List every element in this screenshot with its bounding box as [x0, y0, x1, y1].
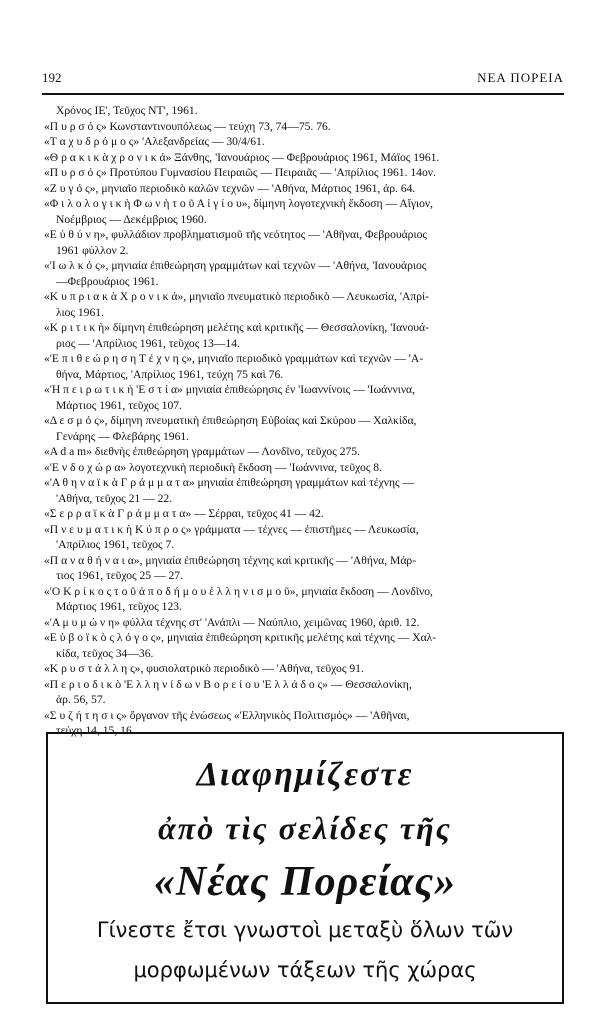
periodical-entry	[44, 615, 566, 631]
periodical-entry	[44, 258, 566, 289]
entry-continuation: Γενάρης — Φλεβάρης 1961.	[56, 429, 190, 443]
periodical-entry	[44, 677, 566, 708]
entry-continuation: ριος — 'Απρίλιος 1961, τεῦχος 13—14.	[56, 336, 240, 350]
entry-line: «Π υ ρ σ ό ς» Προτύπου Γυμνασίου Πειραιῶς — Πειραιᾶς — 'Απρίλιος 1961. 14ον.	[44, 166, 436, 179]
entry-continuation: Νοέμβριος — Δεκέμβριος 1960.	[56, 212, 207, 226]
page-header	[42, 70, 564, 90]
entry-continuation: τεύχη 14, 15, 16.	[56, 724, 135, 737]
entry-line: «Φ ι λ ο λ ο γ ι κ ὴ Φ ω ν ὴ τ ο ῦ Α ἰ γ ί ο υ», δίμηνη λογοτεχνικὴ ἔκδοση — Αἴγιον,	[44, 197, 434, 210]
entry-line: «Ε ὐ θ ύ ν η», φυλλάδιον προβληματισμοῦ τῆς νεότητος — 'Αθῆναι, Φεβρουάριος	[44, 228, 427, 241]
entry-line: «Κ ρ ι τ ι κ ὴ» δίμηνη ἐπιθεώρηση μελέτης καὶ κριτικῆς — Θεσσαλονίκη, 'Ιανουά-	[44, 321, 429, 334]
periodical-entry	[44, 444, 566, 460]
entry-line: «Π ε ρ ι ο δ ι κ ὸ 'Ε λ λ η ν ί δ ω ν Β ο ρ ε ί ο υ 'Ε λ λ ά δ ο ς» — Θεσσαλονίκη,	[44, 677, 412, 691]
entry-line: «Ε ὐ β ο ϊ κ ὸ ς λ ό γ ο ς», μηνιαία ἐπιθεώρηση κριτικῆς μελέτης καὶ τέχνης — Χαλ-	[44, 631, 437, 644]
periodicals-list	[44, 103, 566, 739]
entry-line: «'Η π ε ι ρ ω τ ι κ ὴ 'Ε σ τ ί α» μηνιαία ἐπιθεώρησις ἐν 'Ιωαννίνοις — 'Ιωάννινα,	[44, 383, 416, 396]
entry-line: «A d a m» διεθνὴς ἐπιθεώρηση γραμμάτων — Λονδῖνο, τεῦχος 275.	[44, 445, 361, 458]
periodical-entry	[44, 289, 566, 320]
periodical-entry	[44, 134, 566, 150]
ad-headline: Διαφημίζεστε	[196, 756, 414, 793]
ad-magazine-name: «Νέας Πορείας»	[153, 859, 457, 905]
entry-line: «Τ α χ υ δ ρ ό μ ο ς» 'Αλεξανδρείας — 30/4/61.	[44, 135, 265, 148]
entry-continuation: θήνα, Μάρτιος, 'Απρίλιος 1961, τεύχη 75 καὶ 76.	[56, 367, 284, 381]
entry-line: «Κ υ π ρ ι α κ ὰ Χ ρ ο ν ι κ ά», μηνιαῖο πνευματικὸ περιοδικὸ — Λευκωσία, 'Απρί-	[44, 290, 430, 303]
entry-continuation: 1961 φύλλον 2.	[56, 243, 129, 257]
entry-continuation: 'Απρίλιος 1961, τεῦχος 7.	[56, 538, 175, 551]
periodical-entry	[44, 522, 566, 553]
entry-line: «Π α ν α θ ή ν α ι α», μηνιαία ἐπιθεώρηση τέχνης καὶ κριτικῆς — 'Αθήνα, Μάρ-	[44, 553, 417, 567]
entry-line: Χρόνος ΙΕ', Τεῦχος ΝΤ', 1961.	[56, 104, 198, 117]
periodical-entry	[44, 506, 566, 522]
periodical-entry	[44, 584, 566, 615]
periodical-entry	[44, 630, 566, 661]
entry-line: «'Α θ η ν α ϊ κ ὰ Γ ρ ά μ μ α τ α» μηνιαία ἐπιθεώρηση γραμμάτων καὶ τέχνης —	[44, 476, 415, 489]
entry-continuation: 'Αθήνα, τεῦχος 21 — 22.	[56, 491, 173, 505]
entry-line: «Π υ ρ σ ό ς» Κωνσταντινουπόλεως — τεύχη 73, 74—75. 76.	[44, 119, 331, 133]
entry-continuation: Μάρτιος 1961, τεῦχος 107.	[56, 398, 182, 412]
entry-line: «Σ υ ζ ή τ η σ ι ς» ὄργανον τῆς ἑνώσεως «'Ελληνικὸς Πολιτισμός» — 'Αθῆναι,	[44, 708, 410, 722]
entry-line: «Θ ρ α κ ι κ ὰ χ ρ ο ν ι κ ά» Ξάνθης, 'Ιανουάριος — Φεβρουάριος 1961, Μάϊος 1961.	[44, 150, 440, 164]
entry-line: «Κ ρ υ σ τ ά λ λ η ς», φυσιολατρικὸ περιοδικὸ — 'Αθήνα, τεῦχος 91.	[44, 662, 364, 675]
periodical-entry	[44, 196, 566, 227]
ad-text-line-2: μορφωμένων τάξεων τῆς χώρας	[133, 958, 477, 982]
periodical-entry	[44, 382, 566, 413]
periodical-entry	[44, 227, 566, 258]
periodical-entry	[44, 460, 566, 476]
entry-line: «Δ ε σ μ ό ς», δίμηνη πνευματικὴ ἐπιθεώρηση Εὐβοίας καὶ Σκύρου — Χαλκίδα,	[44, 414, 417, 427]
periodical-entry	[44, 475, 566, 506]
header-rule	[42, 93, 564, 95]
entry-line: «'Ι ω λ κ ό ς», μηνιαία ἐπιθεώρηση γραμμάτων καὶ τεχνῶν — 'Αθήνα, 'Ιανουάριος	[44, 259, 427, 272]
running-title: ΝΕΑ ΠΟΡΕΙΑ	[477, 70, 564, 85]
entry-line: «Σ ε ρ ρ α ϊ κ ὰ Γ ρ ά μ μ α τ α» — Σέρραι, τεῦχος 41 — 42.	[44, 507, 324, 520]
entry-line: «Ζ υ γ ό ς», μηνιαῖο περιοδικὸ καλῶν τεχνῶν — 'Αθήνα, Μάρτιος 1961, ἀρ. 64.	[44, 181, 416, 195]
page-number: 192	[42, 70, 62, 85]
ad-text-line-1: Γίνεστε ἔτσι γνωστοὶ μεταξὺ ὅλων τῶν	[96, 918, 514, 942]
entry-continuation: Μάρτιος 1961, τεῦχος 123.	[56, 600, 182, 613]
periodical-entry	[44, 553, 566, 584]
entry-line: «'Ε ν δ ο χ ώ ρ α» λογοτεχνικὴ περιοδικὴ ἔκδοση — 'Ιωάννινα, τεῦχος 8.	[44, 460, 383, 474]
periodical-entry	[44, 320, 566, 351]
entry-continuation: τιος 1961, τεῦχος 25 — 27.	[56, 569, 183, 582]
entry-line: «'Α μ υ μ ώ ν η» φύλλα τέχνης στ' 'Ανάπλι — Ναύπλιο, χειμῶνας 1960, ἀριθ. 12.	[44, 615, 420, 629]
advertisement-box	[46, 732, 564, 1004]
periodical-entry	[44, 181, 566, 197]
entry-continuation: ἀρ. 56, 57.	[56, 693, 106, 706]
periodical-entry	[44, 150, 566, 166]
periodical-entry	[44, 351, 566, 382]
entry-line: «'Ο Κ ρ ί κ ο ς τ ο ῦ ἀ π ο δ ή μ ο υ ἑ λ λ η ν ι σ μ ο ῦ», μηνιαία ἔκδοση — Λονδῖνο,	[44, 584, 433, 598]
entry-continuation: —Φεβρουάριος 1961.	[56, 274, 159, 288]
periodical-entry	[44, 661, 566, 677]
periodical-entry	[44, 413, 566, 444]
entry-line: «Π ν ε υ μ α τ ι κ ὴ Κ ύ π ρ ο ς» γράμματα — τέχνες — ἐπιστῆμες — Λευκωσία,	[44, 522, 419, 536]
entry-line: «'Ε π ι θ ε ώ ρ η σ η Τ έ χ ν η ς», μηνιαῖο περιοδικὸ γραμμάτων καὶ τεχνῶν — 'Α-	[44, 352, 424, 365]
ad-subheadline: ἀπὸ τὶς σελίδες τῆς	[158, 810, 452, 846]
entry-continuation: κίδα, τεῦχος 34—36.	[56, 646, 154, 660]
periodical-entry	[44, 119, 566, 135]
periodical-entry	[44, 165, 566, 181]
periodical-entry	[44, 103, 566, 119]
entry-continuation: λιος 1961.	[56, 305, 104, 319]
